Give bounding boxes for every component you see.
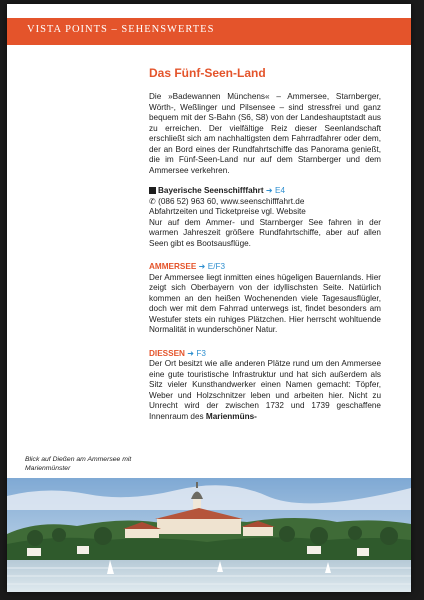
intro-paragraph: Die »Badewannen Münchens« – Ammersee, Starnberger, Wörth-, Weßlinger und Pilsensee – sind stressfrei und ganz bequem mit der S-Bahn (S6, S8) von der Landeshauptstadt aus zu erreichen. Der vielfältige Reiz dieser Seenlandschaft erschließt sich am nachhaltigsten dem Fahrradfahrer oder dem, der an Bord eines der Rundfahrtschiffe das Panorama genießt, die im Fünf-Seen-Land nur auf dem Starnberger und dem Ammersee verkehren. [149, 92, 381, 175]
shipping-block [149, 186, 381, 249]
shipping-map-ref[interactable]: ➜ E4 [265, 186, 286, 195]
section-map-ref[interactable]: ➜ F3 [187, 348, 206, 358]
shipping-hours: Abfahrtzeiten und Ticketpreise vgl. Website [149, 207, 306, 216]
book-page [7, 4, 411, 592]
section-text-wrap [149, 359, 381, 422]
section-heading: DIESSEN [149, 348, 185, 358]
lake-photo [7, 478, 411, 592]
ship-icon [149, 187, 156, 194]
shipping-note: Nur auf dem Ammer- und Starnberger See fahren in der warmen Jahreszeit größere Rundfahrtschiffe, aber auf allen Seen gibt es Bootsausflüge. [149, 217, 381, 248]
section-ammersee [149, 262, 381, 336]
page-title: Das Fünf-Seen-Land [149, 66, 266, 80]
header-band [7, 18, 411, 45]
section-text: Der Ammersee liegt inmitten eines hügeligen Bauernlands. Hier zeigt sich Oberbayern von der idyllischsten Seite. Natürlich kommen an den heißen Wochenenden viele Tagesausflügler, doch wer mit dem Fahrrad unterwegs ist, findet besonders am Westufer stets ein ruhiges Plätzchen. Hier herrscht wohltuende Normalität in wunderschöner Natur. [149, 272, 381, 334]
shipping-name: Bayerische Seenschifffahrt [158, 186, 264, 195]
section-map-ref[interactable]: ➜ E/F3 [198, 262, 226, 271]
section-text: Der Ort besitzt wie alle anderen Plätze rund um den Ammersee eine gute touristische Infrastruktur und hat sich außerdem als Sitz vieler Kunsthandwerker einen Namen gemacht: Töpfer, Weber und Holzschnitzer leben und arbeiten hier. Nicht zu Unrecht wird der zwischen 1732 und 1739 geschaffene Innenraum des [149, 359, 381, 421]
section-heading: AMMERSEE [149, 262, 197, 271]
photo-caption: Blick auf Dießen am Ammersee mit Marienmünster [25, 456, 132, 472]
header-title: VISTA POINTS – SEHENSWERTES [27, 24, 215, 35]
section-diessen [149, 349, 381, 423]
section-text-bold: Marienmüns- [205, 411, 257, 421]
main-content [149, 66, 381, 422]
shipping-contact: ✆ (086 52) 963 60, www.seenschifffahrt.de [149, 196, 305, 206]
